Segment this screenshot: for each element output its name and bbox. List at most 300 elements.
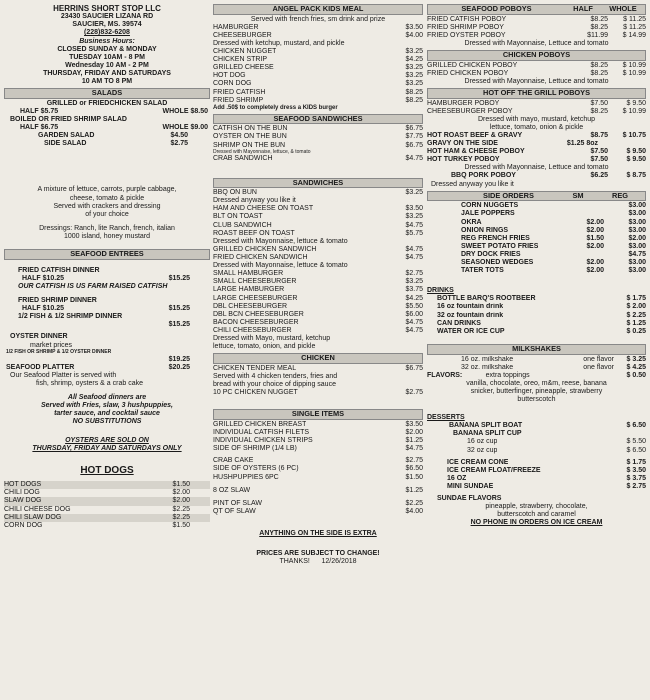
item-price: $3.25 <box>405 80 423 88</box>
section-header-single-items: SINGLE ITEMS <box>213 409 423 420</box>
menu-item <box>427 235 646 243</box>
menu-item: GRAVY ON THE SIDE $1.25 8oz <box>427 140 598 148</box>
item-prices <box>566 243 646 251</box>
menu-item <box>213 311 423 319</box>
section-header-hot-dogs: HOT DOGS <box>80 464 134 476</box>
no-phone-note: NO PHONE IN ORDERS ON ICE CREAM <box>470 519 603 527</box>
platter-description: fish, shrimp, oysters & a crab cake <box>36 379 143 387</box>
menu-item <box>213 437 423 445</box>
item-price: $2.00 <box>172 497 190 505</box>
menu-item <box>213 508 423 516</box>
menu-column-middle <box>213 4 423 566</box>
item-price-half: $7.50 <box>590 148 608 156</box>
item-price-reg: $3.00 <box>628 226 646 234</box>
item-name: BOTTLE BARQ'S ROOTBEER <box>437 295 536 303</box>
menu-item: BBQ ON BUN $3.25 <box>213 189 423 197</box>
item-name: ICE CREAM CONE <box>447 458 509 466</box>
item-prices <box>574 24 646 32</box>
item-name: CORN NUGGETS <box>461 202 519 210</box>
price-row: HALF $5.75 WHOLE $8.50 <box>20 107 208 115</box>
platter-description: Our Seafood Platter is served with <box>10 371 117 379</box>
item-name: CRAB CAKE <box>213 457 254 465</box>
item-price-sm: $2.00 <box>586 259 604 267</box>
item-name: CAN DRINKS <box>437 319 481 327</box>
item-price-reg: $4.75 <box>628 250 646 258</box>
menu-item: CRAB SANDWICH $4.75 <box>213 155 423 163</box>
menu-item <box>213 429 423 437</box>
item-name: HOT DOG <box>213 72 246 80</box>
menu-item <box>213 457 423 465</box>
item-prices <box>566 267 646 275</box>
menu-item <box>213 89 423 97</box>
dessert-cups-list <box>427 438 646 454</box>
menu-item <box>427 100 646 108</box>
menu-item <box>213 205 423 213</box>
section-header-salads: SALADS <box>4 88 210 99</box>
menu-item <box>427 459 646 467</box>
menu-item <box>213 97 423 105</box>
menu-item <box>213 319 423 327</box>
item-price: $8.25 <box>405 96 423 104</box>
sundae-flavors: butterscotch and caramel <box>497 511 576 519</box>
item-name: CORN DOG <box>213 80 252 88</box>
menu-item <box>213 246 423 254</box>
grill-poboy-list <box>427 100 646 116</box>
menu-item <box>213 445 423 453</box>
item-price-whole: $ 11.25 <box>623 23 646 31</box>
menu-item: BOILED OR FRIED SHRIMP SALAD <box>10 116 127 124</box>
item-prices <box>564 364 646 372</box>
section-header-sandwiches: SANDWICHES <box>213 178 423 189</box>
note: Dressed with Mayonnaise, lettuce, & tomato <box>213 148 311 155</box>
item-prices <box>566 227 646 235</box>
menu-item <box>427 356 646 364</box>
menu-item <box>427 438 646 446</box>
item-flavor: one flavor <box>583 363 614 371</box>
item-price-half: $8.25 <box>590 61 608 69</box>
item-prices <box>574 16 646 24</box>
item-price-half: $7.50 <box>590 156 608 164</box>
item-price: $3.75 <box>405 286 423 294</box>
note: lettuce, tomato, onion, and pickle <box>213 343 316 351</box>
item-price: $4.75 <box>405 318 423 326</box>
item-price-reg: $2.00 <box>628 234 646 242</box>
item-price: $2.75 <box>405 270 423 278</box>
note: market prices <box>30 341 73 349</box>
menu-item: SEAFOOD PLATTER $20.25 <box>6 363 190 371</box>
single-items-list <box>213 421 423 453</box>
section-header-desserts: DESSERTS <box>427 414 465 422</box>
menu-item <box>213 421 423 429</box>
item-name: HAMBURGER <box>213 23 259 31</box>
milkshake-list <box>427 356 646 372</box>
menu-item <box>213 327 423 335</box>
item-price-whole: $ 8.75 <box>626 172 646 180</box>
salad-description: Served with crackers and dressing <box>53 202 161 210</box>
menu-item: FRIED CATFISH DINNER <box>18 266 100 274</box>
note: Dressed with ketchup, mustard, and pickle <box>213 39 345 47</box>
item-price: $ 2.75 <box>626 483 646 491</box>
menu-item <box>213 254 423 262</box>
item-name: PINT OF SLAW <box>213 499 263 507</box>
note: Dressed anyway you like it <box>213 197 296 205</box>
menu-item <box>213 48 423 56</box>
menu-item <box>427 259 646 267</box>
hours-line: TUESDAY 10AM - 8 PM <box>69 53 145 61</box>
menu-item <box>427 320 646 328</box>
item-price-sm: $1.50 <box>586 234 604 242</box>
item-price: $ 2.00 <box>626 303 646 311</box>
item-price: $ 1.25 <box>626 319 646 327</box>
item-name: 16 oz fountain drink <box>437 303 504 311</box>
item-name: BLT ON TOAST <box>213 213 263 221</box>
price-row: HALF $6.75 WHOLE $9.00 <box>20 124 208 132</box>
item-price-sm: $2.00 <box>586 242 604 250</box>
address-line: SAUCIER, MS. 39574 <box>72 21 142 29</box>
item-price: $4.75 <box>405 254 423 261</box>
section-header-drinks: DRINKS <box>427 287 454 295</box>
item-name: CHEESEBURGER <box>213 31 272 39</box>
flavors: snicker, butterfinger, pineapple, strawberry <box>470 387 603 395</box>
menu-item: BANANA SPLIT BOAT $ 6.50 <box>449 422 646 430</box>
item-name: FRIED CHICKEN SANDWICH <box>213 254 308 261</box>
item-prices <box>564 356 646 364</box>
item-name: FRIED CATFISH POBOY <box>427 15 507 23</box>
item-name: CHILI CHEESE DOG <box>4 505 71 513</box>
item-name: FRIED CATFISH <box>213 88 266 96</box>
drinks-list <box>427 295 646 336</box>
item-name: 32 oz cup <box>467 446 498 454</box>
item-name: CHEESEBURGER POBOY <box>427 107 513 115</box>
item-prices <box>574 132 646 140</box>
item-price: $3.25 <box>405 72 423 80</box>
item-name: 32 oz. milkshake <box>461 363 514 371</box>
menu-item <box>427 148 646 156</box>
item-prices <box>574 32 646 40</box>
section-header-kids-meal: ANGEL PACK KIDS MEAL <box>213 4 423 15</box>
menu-item <box>213 270 423 278</box>
item-name: QT OF SLAW <box>213 507 256 515</box>
dressings: Dressings: Ranch, lite Ranch, french, italian <box>39 224 175 232</box>
item-name: SIDE OF SHRIMP (1/4 LB) <box>213 445 297 453</box>
item-name: DRY DOCK FRIES <box>461 250 521 258</box>
item-prices <box>566 251 646 259</box>
item-price-whole: $ 10.99 <box>622 107 646 115</box>
item-price-sm: $2.00 <box>586 218 604 226</box>
item-price-half: $8.25 <box>590 69 608 77</box>
item-name: HAMBURGER POBOY <box>427 99 500 107</box>
kids-subtitle: Served with french fries, sm drink and prize <box>250 15 386 23</box>
item-price: $6.75 <box>405 125 423 133</box>
item-prices <box>566 259 646 267</box>
menu-item <box>427 303 646 311</box>
item-name: ROAST BEEF ON TOAST <box>213 229 295 237</box>
item-price: $8.25 <box>405 88 423 96</box>
item-name: CORN DOG <box>4 521 43 529</box>
item-price: $3.50 <box>405 205 423 213</box>
menu-item <box>427 202 646 210</box>
chicken-sandwich-list <box>213 246 423 262</box>
item-name: ICE CREAM FLOAT/FREEZE <box>447 466 541 474</box>
hours-line: 10 AM TO 8 PM <box>81 78 133 86</box>
item-price: $4.25 <box>405 56 423 64</box>
note: Dressed with Mayonnaise, Lettuce and tomato <box>464 77 609 85</box>
item-price-half: $7.50 <box>590 99 608 107</box>
phone-number: (228)832-6208 <box>84 29 130 37</box>
note: Dressed with Mayo, mustard, ketchup <box>213 335 331 343</box>
item-price-half: $8.25 <box>590 23 608 31</box>
item-price-whole: $ 9.50 <box>626 148 646 156</box>
flavors: vanilla, chocolate, oreo, m&m, reese, banana <box>466 379 607 387</box>
item-price: $2.25 <box>172 513 190 521</box>
item-price-half: $8.75 <box>590 131 608 139</box>
item-price: $6.50 <box>405 465 423 473</box>
menu-item <box>427 251 646 259</box>
item-name: WATER OR ICE CUP <box>437 327 505 335</box>
menu-item: OYSTER DINNER <box>10 333 68 341</box>
price-row: HALF $10.25 $15.25 <box>22 305 190 313</box>
note: Dressed with Mayonnaise, Lettuce and tomato <box>464 164 609 172</box>
menu-item: FRIED SHRIMP DINNER <box>18 297 97 305</box>
sundae-title: SUNDAE FLAVORS <box>437 495 502 503</box>
item-name: HUSHPUPPIES 6PC <box>213 473 279 481</box>
menu-item <box>213 286 423 294</box>
menu-item <box>427 295 646 303</box>
item-price: $4.75 <box>405 221 423 229</box>
extra-note: ANYTHING ON THE SIDE IS EXTRA <box>259 530 377 537</box>
item-name: JALE POPPERS <box>461 210 515 218</box>
menu-item <box>213 230 423 238</box>
item-name: DBL BCN CHEESEBURGER <box>213 310 304 318</box>
note: lettuce, tomato, onion & pickle <box>489 123 584 131</box>
item-name: 8 OZ SLAW <box>213 486 251 494</box>
item-name: FRIED SHRIMP POBOY <box>427 23 504 31</box>
item-price: $4.00 <box>405 507 423 515</box>
item-price-reg: $3.00 <box>628 242 646 250</box>
kids-list <box>213 24 423 40</box>
salad-description: cheese, tomato & pickle <box>69 194 145 202</box>
hot-dogs-list <box>4 481 210 530</box>
item-name: BACON CHEESEBURGER <box>213 318 299 326</box>
side-orders-list <box>427 202 646 275</box>
menu-item: SIDE SALAD $2.75 <box>44 140 188 148</box>
item-name: CHILI DOG <box>4 489 40 497</box>
item-name: OKRA <box>461 218 482 226</box>
menu-item <box>427 70 646 78</box>
salad-description: of your choice <box>85 210 129 218</box>
item-price: $5.75 <box>405 229 423 237</box>
menu-item <box>427 475 646 483</box>
item-name: INDIVIDUAL CATFISH FILETS <box>213 429 310 437</box>
item-name: FRIED CHICKEN POBOY <box>427 69 509 77</box>
menu-item: 1/2 FISH & 1/2 SHRIMP DINNER <box>18 313 123 321</box>
item-name: ONION RINGS <box>461 226 509 234</box>
item-name: 32 oz fountain drink <box>437 311 504 319</box>
burger-list <box>213 270 423 335</box>
menu-item <box>427 62 646 70</box>
item-prices <box>574 172 646 180</box>
menu-item <box>4 489 210 497</box>
menu-item <box>427 467 646 475</box>
price-row: $15.25 <box>168 321 190 329</box>
menu-item <box>213 56 423 64</box>
menu-item <box>427 364 646 372</box>
item-price: $6.75 <box>405 141 423 149</box>
seafood-poboy-list <box>427 16 646 40</box>
menu-item <box>213 222 423 230</box>
seafood-sandwich-list <box>213 125 423 149</box>
menu-item <box>427 267 646 275</box>
grill-poboy-list <box>427 148 646 164</box>
item-price-sm <box>566 202 604 210</box>
hours-title: Business Hours: <box>79 37 135 45</box>
menu-item <box>427 227 646 235</box>
item-price: $3.50 <box>405 420 423 428</box>
item-price-whole: $ 14.99 <box>622 31 646 39</box>
item-prices <box>566 219 646 227</box>
hours-line: THURSDAY, FRIDAY AND SATURDAYS <box>43 70 171 78</box>
oysters-note: OYSTERS ARE SOLD ON <box>65 437 149 445</box>
item-price: $ 0.25 <box>626 327 646 335</box>
menu-item <box>427 328 646 336</box>
grill-poboy-list <box>427 132 646 140</box>
menu-item <box>427 312 646 320</box>
menu-item <box>427 16 646 24</box>
section-header-grill-poboys: HOT OFF THE GRILL POBOYS <box>427 88 646 99</box>
dinner-note: tarter sauce, and cocktail sauce <box>54 410 160 418</box>
menu-item <box>213 133 423 141</box>
item-price-half: $11.99 <box>587 31 608 39</box>
item-name: CHILI SLAW DOG <box>4 513 62 521</box>
item-price: $5.50 <box>405 302 423 310</box>
item-flavor: one flavor <box>583 355 614 363</box>
oysters-note: THURSDAY, FRIDAY AND SATURDAYS ONLY <box>32 445 182 453</box>
item-price: $ 6.50 <box>626 446 646 454</box>
price-row: HALF $10.25 $15.25 <box>22 274 190 282</box>
item-name: LARGE CHEESEBURGER <box>213 294 298 302</box>
item-price: $4.75 <box>405 445 423 453</box>
item-price-reg: $3.00 <box>628 259 646 267</box>
item-prices <box>566 235 646 243</box>
item-price-reg: $3.00 <box>628 267 646 275</box>
item-name: TATER TOTS <box>461 267 504 275</box>
salad-description: A mixture of lettuce, carrots, purple cabbage, <box>37 186 177 194</box>
item-name: GRILLED CHICKEN BREAST <box>213 420 307 428</box>
item-prices <box>574 100 646 108</box>
item-price: $3.25 <box>405 213 423 221</box>
item-price-sm: $2.00 <box>586 267 604 275</box>
item-price: $1.50 <box>405 473 423 481</box>
dinner-note: NO SUBSTITUTIONS <box>72 418 142 426</box>
menu-item <box>4 522 210 530</box>
section-header-seafood-sandwiches: SEAFOOD SANDWICHES <box>213 114 423 125</box>
item-name: CATFISH ON THE BUN <box>213 125 288 133</box>
item-prices <box>574 156 646 164</box>
note: Dressed anyway you like it <box>431 180 514 188</box>
prices-note: PRICES ARE SUBJECT TO CHANGE! <box>256 550 380 558</box>
item-name: SEASONED WEDGES <box>461 259 534 267</box>
item-name: HOT ROAST BEEF & GRAVY <box>427 131 523 139</box>
item-price: $1.25 <box>405 486 423 494</box>
note: Dressed with Mayonnaise, Lettuce and tomato <box>464 39 609 47</box>
item-price: $ 2.25 <box>626 311 646 319</box>
price-row: $19.25 <box>168 355 190 363</box>
item-name: FRIED OYSTER POBOY <box>427 31 506 39</box>
section-header-chicken: CHICKEN <box>213 353 423 364</box>
item-price: $4.75 <box>405 245 423 253</box>
item-name: GRILLED CHICKEN SANDWICH <box>213 245 317 253</box>
item-price: $3.25 <box>405 48 423 56</box>
item-price: $3.25 <box>405 278 423 286</box>
item-price-sm: $2.00 <box>586 226 604 234</box>
item-name: CLUB SANDWICH <box>213 221 272 229</box>
menu-item <box>213 474 423 482</box>
restaurant-name: HERRINS SHORT STOP LLC <box>53 4 161 13</box>
item-price: $4.25 <box>405 294 423 302</box>
menu-item <box>4 514 210 522</box>
item-price-half: $6.25 <box>590 172 608 180</box>
menu-item <box>213 213 423 221</box>
item-name: SMALL CHEESEBURGER <box>213 278 297 286</box>
flavors: butterscotch <box>517 396 556 404</box>
item-prices <box>574 70 646 78</box>
menu-item <box>4 506 210 514</box>
menu-item: CHICKEN TENDER MEAL $6.75 <box>213 364 423 372</box>
sundae-flavors: pineapple, strawberry, chocolate, <box>485 503 588 511</box>
menu-item <box>213 303 423 311</box>
item-price: $2.00 <box>172 489 190 497</box>
chicken-description: bread with your choice of dipping sauce <box>213 381 336 389</box>
item-name: FRIED SHRIMP <box>213 96 264 104</box>
item-price: $ 1.75 <box>626 295 646 303</box>
menu-item <box>213 500 423 508</box>
menu-item <box>213 32 423 40</box>
item-price-whole: $ 11.25 <box>623 15 646 23</box>
item-name: 16 oz. milkshake <box>461 355 514 363</box>
hours-line: CLOSED SUNDAY & MONDAY <box>57 45 157 53</box>
item-price: $4.00 <box>405 31 423 39</box>
item-price: $ 3.75 <box>626 474 646 482</box>
item-name: BBQ PORK POBOY <box>451 172 516 180</box>
item-name: CHICKEN NUGGET <box>213 48 277 56</box>
item-price: $ 1.75 <box>626 458 646 466</box>
item-prices <box>574 108 646 116</box>
menu-item <box>427 108 646 116</box>
item-price: $2.00 <box>405 429 423 437</box>
item-price-whole: $ 10.75 <box>622 131 646 139</box>
item-price: $ 4.25 <box>626 363 646 371</box>
item-prices <box>566 210 646 218</box>
item-price: $2.25 <box>405 499 423 507</box>
menu-item <box>427 219 646 227</box>
menu-item <box>213 278 423 286</box>
item-name: DBL CHEESEBURGER <box>213 302 288 310</box>
thanks-line: THANKS! 12/26/2018 <box>279 558 357 566</box>
note: OUR CATFISH IS US FARM RAISED CATFISH <box>18 282 168 290</box>
item-name: INDIVIDUAL CHICKEN STRIPS <box>213 437 313 445</box>
section-header-milkshakes: MILKSHAKES <box>427 344 646 355</box>
item-prices <box>574 62 646 70</box>
dinner-note: Served with Fries, slaw, 3 hushpuppies, <box>41 402 173 410</box>
item-name: HAM AND CHEESE ON TOAST <box>213 205 314 213</box>
item-price: $ 3.50 <box>626 466 646 474</box>
item-name: HOT HAM & CHEESE POBOY <box>427 148 525 156</box>
item-name: REG FRENCH FRIES <box>461 234 530 242</box>
menu-item <box>427 172 646 180</box>
item-name: HOT TURKEY POBOY <box>427 156 500 164</box>
menu-item <box>213 24 423 32</box>
menu-column-left <box>4 4 210 530</box>
